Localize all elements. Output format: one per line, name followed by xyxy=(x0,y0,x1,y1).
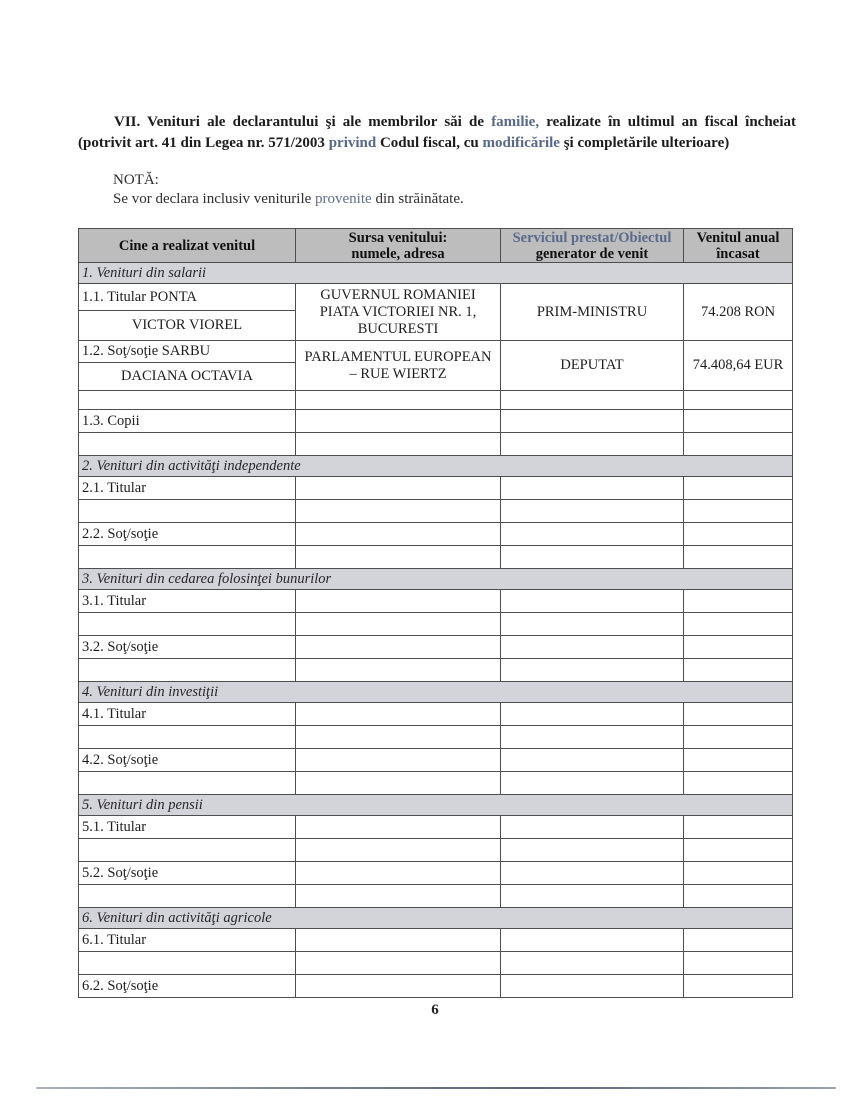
section-row-pensions xyxy=(79,795,793,816)
note-label: NOTĂ: xyxy=(113,172,159,188)
empty-row xyxy=(79,546,793,569)
empty-cell xyxy=(79,885,296,908)
empty-cell xyxy=(296,477,501,500)
empty-cell xyxy=(296,500,501,523)
empty-cell xyxy=(296,772,501,795)
note-text-part: din străinătate. xyxy=(371,191,464,207)
empty-cell xyxy=(79,391,296,410)
empty-cell xyxy=(684,477,793,500)
cell-1-2-source xyxy=(296,341,501,391)
cell-4-2-label: 4.2. Soţ/soţie xyxy=(79,749,296,772)
empty-row xyxy=(79,885,793,908)
row-1-2-spouse xyxy=(79,341,793,363)
cell-3-1-label: 3.1. Titular xyxy=(79,590,296,613)
empty-cell xyxy=(296,952,501,975)
empty-cell xyxy=(79,772,296,795)
col-header-source-line2: numele, adresa xyxy=(351,245,445,262)
empty-cell xyxy=(501,613,684,636)
cell-1-2-label: 1.2. Soţ/soţie SARBU xyxy=(79,341,296,363)
empty-cell xyxy=(79,659,296,682)
empty-cell xyxy=(501,726,684,749)
col-header-source-line1: Sursa venitului: xyxy=(348,229,448,246)
empty-cell xyxy=(501,433,684,456)
cell-1-2-income: 74.408,64 EUR xyxy=(684,341,793,391)
empty-cell xyxy=(501,636,684,659)
row-5-1-titular xyxy=(79,816,793,839)
cell-2-2-label: 2.2. Soţ/soţie xyxy=(79,523,296,546)
section-title-pensions: 5. Venituri din pensii xyxy=(79,795,793,816)
title-text: Codul fiscal, cu xyxy=(376,135,483,151)
col-header-income-line2: încasat xyxy=(716,245,760,262)
row-1-1-titular xyxy=(79,284,793,311)
row-6-2-spouse xyxy=(79,975,793,998)
empty-row xyxy=(79,433,793,456)
empty-row xyxy=(79,613,793,636)
empty-cell xyxy=(79,433,296,456)
title-text: şi completările ulterioare) xyxy=(559,135,730,151)
empty-cell xyxy=(684,410,793,433)
empty-cell xyxy=(296,636,501,659)
empty-cell xyxy=(501,749,684,772)
empty-cell xyxy=(296,410,501,433)
cell-1-2-service: DEPUTAT xyxy=(501,341,684,391)
row-1-3-children xyxy=(79,410,793,433)
empty-cell xyxy=(296,862,501,885)
empty-cell xyxy=(296,391,501,410)
empty-cell xyxy=(501,410,684,433)
empty-cell xyxy=(684,636,793,659)
section-title-property-use: 3. Venituri din cedarea folosinţei bunurilor xyxy=(79,569,793,590)
empty-cell xyxy=(296,590,501,613)
empty-cell xyxy=(684,703,793,726)
row-4-1-titular xyxy=(79,703,793,726)
empty-cell xyxy=(684,523,793,546)
empty-cell xyxy=(684,391,793,410)
col-header-service xyxy=(501,229,684,263)
cell-1-1-label: 1.1. Titular PONTA xyxy=(79,284,296,311)
empty-cell xyxy=(79,726,296,749)
source-line: BUCURESTI xyxy=(357,320,439,337)
col-header-service-line2: generator de venit xyxy=(535,245,649,262)
cell-2-1-label: 2.1. Titular xyxy=(79,477,296,500)
empty-cell xyxy=(296,703,501,726)
empty-row xyxy=(79,391,793,410)
empty-cell xyxy=(501,862,684,885)
row-2-2-spouse xyxy=(79,523,793,546)
cell-1-2-name-line2: DACIANA OCTAVIA xyxy=(79,363,296,391)
cell-6-1-label: 6.1. Titular xyxy=(79,929,296,952)
empty-cell xyxy=(79,613,296,636)
empty-cell xyxy=(296,929,501,952)
row-3-2-spouse xyxy=(79,636,793,659)
cell-1-1-source xyxy=(296,284,501,341)
empty-cell xyxy=(501,477,684,500)
col-header-income xyxy=(684,229,793,263)
empty-cell xyxy=(501,929,684,952)
table-header-row xyxy=(79,229,793,263)
empty-row xyxy=(79,952,793,975)
col-header-who-text: Cine a realizat venitul xyxy=(118,237,256,254)
empty-cell xyxy=(296,433,501,456)
empty-cell xyxy=(684,839,793,862)
section-vii-title xyxy=(78,112,796,154)
empty-cell xyxy=(501,546,684,569)
cell-6-2-label: 6.2. Soţ/soţie xyxy=(79,975,296,998)
row-3-1-titular xyxy=(79,590,793,613)
source-line: PARLAMENTUL EUROPEAN xyxy=(304,348,492,365)
section-row-independent xyxy=(79,456,793,477)
col-header-who xyxy=(79,229,296,263)
section-row-agriculture xyxy=(79,908,793,929)
row-2-1-titular xyxy=(79,477,793,500)
section-title-investments: 4. Venituri din investiţii xyxy=(79,682,793,703)
section-title-salaries: 1. Venituri din salarii xyxy=(79,263,793,284)
empty-cell xyxy=(501,703,684,726)
empty-cell xyxy=(684,726,793,749)
cell-3-2-label: 3.2. Soţ/soţie xyxy=(79,636,296,659)
col-header-source xyxy=(296,229,501,263)
section-title-agriculture: 6. Venituri din activităţi agricole xyxy=(79,908,793,929)
empty-row xyxy=(79,500,793,523)
empty-cell xyxy=(684,659,793,682)
row-5-2-spouse xyxy=(79,862,793,885)
col-header-income-line1: Venitul anual xyxy=(696,229,780,246)
note-text xyxy=(113,190,464,209)
empty-cell xyxy=(684,749,793,772)
cell-5-2-label: 5.2. Soţ/soţie xyxy=(79,862,296,885)
empty-cell xyxy=(501,772,684,795)
empty-cell xyxy=(501,816,684,839)
empty-cell xyxy=(684,546,793,569)
empty-cell xyxy=(684,772,793,795)
title-text-faded: modificările xyxy=(482,135,560,151)
note-text-part: Se vor declara inclusiv veniturile xyxy=(113,191,316,207)
page-number: 6 xyxy=(431,1002,439,1018)
source-line: – RUE WIERTZ xyxy=(349,365,447,382)
scan-artifact-line xyxy=(36,1087,836,1089)
empty-cell xyxy=(684,975,793,998)
empty-cell xyxy=(79,952,296,975)
cell-1-1-service: PRIM-MINISTRU xyxy=(501,284,684,341)
empty-cell xyxy=(684,590,793,613)
empty-row xyxy=(79,839,793,862)
source-line: GUVERNUL ROMANIEI xyxy=(320,286,476,303)
empty-cell xyxy=(684,952,793,975)
title-text-faded: privind xyxy=(328,135,377,151)
empty-cell xyxy=(296,975,501,998)
empty-cell xyxy=(501,975,684,998)
empty-cell xyxy=(296,749,501,772)
section-row-property-use xyxy=(79,569,793,590)
empty-row xyxy=(79,726,793,749)
empty-cell xyxy=(684,433,793,456)
cell-1-3-label: 1.3. Copii xyxy=(79,410,296,433)
empty-cell xyxy=(501,952,684,975)
empty-cell xyxy=(684,816,793,839)
section-title-independent: 2. Venituri din activităţi independente xyxy=(79,456,793,477)
cell-4-1-label: 4.1. Titular xyxy=(79,703,296,726)
empty-cell xyxy=(501,523,684,546)
empty-cell xyxy=(684,500,793,523)
empty-cell xyxy=(501,839,684,862)
title-text: VII. Venituri ale declarantului şi ale membrilor săi de xyxy=(114,114,492,130)
empty-cell xyxy=(296,885,501,908)
row-6-1-titular xyxy=(79,929,793,952)
empty-cell xyxy=(501,659,684,682)
note-text-faded: provenite xyxy=(315,191,372,207)
empty-cell xyxy=(684,885,793,908)
row-4-2-spouse xyxy=(79,749,793,772)
note-block xyxy=(113,171,464,209)
cell-1-1-name-line2: VICTOR VIOREL xyxy=(79,311,296,341)
empty-cell xyxy=(684,613,793,636)
empty-cell xyxy=(296,613,501,636)
empty-cell xyxy=(501,885,684,908)
empty-cell xyxy=(79,500,296,523)
empty-cell xyxy=(684,862,793,885)
section-row-salaries xyxy=(79,263,793,284)
empty-cell xyxy=(501,391,684,410)
income-table xyxy=(78,228,793,998)
empty-row xyxy=(79,772,793,795)
empty-cell xyxy=(296,659,501,682)
empty-cell xyxy=(296,523,501,546)
cell-5-1-label: 5.1. Titular xyxy=(79,816,296,839)
title-text-faded: familie, xyxy=(491,114,540,130)
empty-cell xyxy=(684,929,793,952)
cell-1-1-income: 74.208 RON xyxy=(684,284,793,341)
empty-cell xyxy=(501,590,684,613)
empty-cell xyxy=(296,726,501,749)
empty-cell xyxy=(296,839,501,862)
empty-cell xyxy=(79,839,296,862)
section-row-investments xyxy=(79,682,793,703)
source-line: PIATA VICTORIEI NR. 1, xyxy=(319,303,477,320)
empty-cell xyxy=(296,816,501,839)
col-header-service-line1: Serviciul prestat/Obiectul xyxy=(512,229,672,246)
empty-cell xyxy=(501,500,684,523)
empty-cell xyxy=(79,546,296,569)
title-text: realizate în ultimul an fiscal încheiat (potrivit art. 41 din Legea nr. 571/2003 xyxy=(78,114,796,151)
empty-cell xyxy=(296,546,501,569)
empty-row xyxy=(79,659,793,682)
